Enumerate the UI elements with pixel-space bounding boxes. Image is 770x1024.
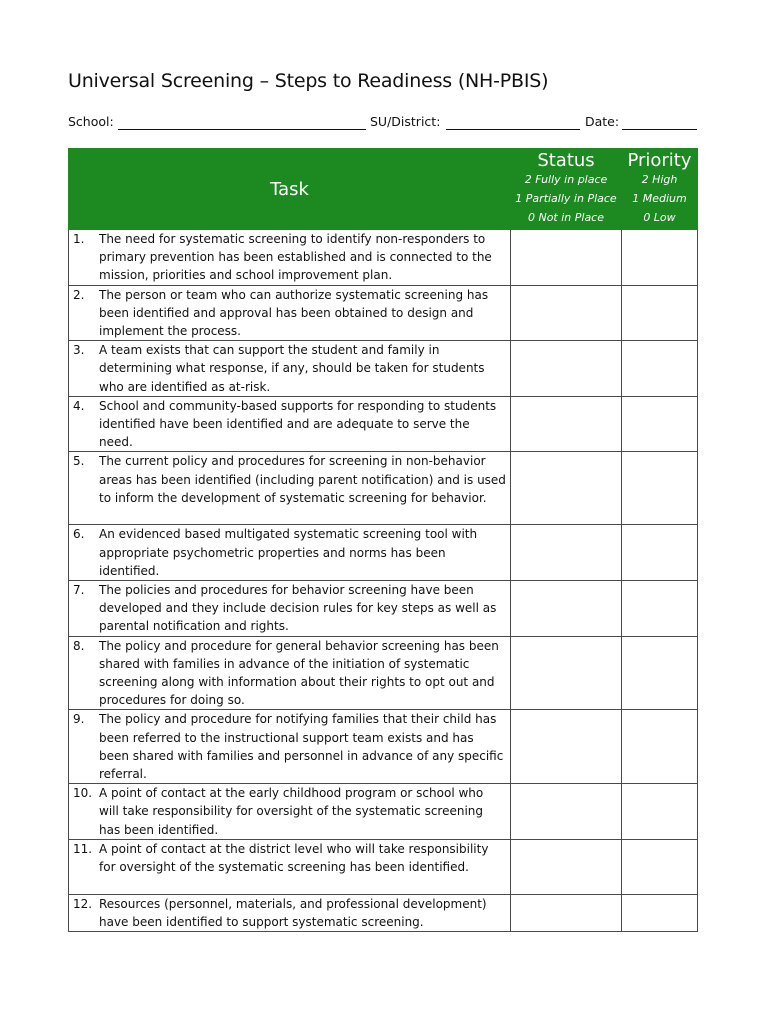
table-row xyxy=(69,230,698,286)
table-row xyxy=(69,636,698,710)
table-row xyxy=(69,894,698,931)
status-column-header xyxy=(511,149,622,230)
priority-cell[interactable] xyxy=(622,396,698,452)
priority-cell[interactable] xyxy=(622,341,698,397)
table-row xyxy=(69,525,698,581)
priority-scale-2: 2 High xyxy=(641,173,678,186)
status-cell[interactable] xyxy=(511,396,622,452)
task-text: The policy and procedure for general behavior screening has been shared with families in advance of the initiation of systematic screening along with information about their rights to opt out and procedures for doing so. xyxy=(99,638,499,708)
priority-cell[interactable] xyxy=(622,525,698,581)
priority-title: Priority xyxy=(627,150,692,171)
table-row xyxy=(69,341,698,397)
table-row xyxy=(69,710,698,784)
school-field[interactable] xyxy=(118,129,366,130)
status-cell[interactable] xyxy=(511,230,622,286)
priority-cell[interactable] xyxy=(622,784,698,840)
date-label: Date: xyxy=(585,114,620,129)
priority-cell[interactable] xyxy=(622,285,698,341)
task-text: A point of contact at the early childhood program or school who will take responsibility for oversight of the systematic screening has been identified. xyxy=(99,786,484,837)
task-cell xyxy=(69,894,511,931)
task-cell xyxy=(69,285,511,341)
table-row xyxy=(69,396,698,452)
priority-cell[interactable] xyxy=(622,581,698,637)
status-cell[interactable] xyxy=(511,894,622,931)
task-number: 5. xyxy=(73,454,85,469)
readiness-table xyxy=(68,148,698,932)
task-cell xyxy=(69,784,511,840)
school-label: School: xyxy=(68,114,114,129)
status-cell[interactable] xyxy=(511,784,622,840)
status-title: Status xyxy=(537,150,595,171)
task-cell xyxy=(69,396,511,452)
task-number: 3. xyxy=(73,343,85,358)
status-cell[interactable] xyxy=(511,285,622,341)
table-row xyxy=(69,285,698,341)
task-text: The policy and procedure for notifying families that their child has been referred to the instructional support team exists and has been shared with families and personnel in advance of any specific referral. xyxy=(99,712,504,782)
task-number: 6. xyxy=(73,527,85,542)
task-text: The person or team who can authorize systematic screening has been identified and approval has been obtained to design and implement the process. xyxy=(99,287,489,339)
status-cell[interactable] xyxy=(511,839,622,894)
task-number: 9. xyxy=(73,712,85,727)
task-text: Resources (personnel, materials, and professional development) have been identified to support systematic screening. xyxy=(99,896,487,930)
status-cell[interactable] xyxy=(511,525,622,581)
task-number: 2. xyxy=(73,287,85,302)
priority-cell[interactable] xyxy=(622,894,698,931)
task-cell xyxy=(69,452,511,525)
task-number: 1. xyxy=(73,232,85,246)
status-scale-1: 1 Partially in Place xyxy=(515,192,617,205)
task-number: 7. xyxy=(73,583,85,598)
page-title: Universal Screening – Steps to Readiness (NH-PBIS) xyxy=(68,70,549,92)
task-text: A point of contact at the district level who will take responsibility for oversight of the systematic screening has been identified. xyxy=(99,841,489,875)
task-cell xyxy=(69,230,511,286)
task-text: An evidenced based multigated systematic screening tool with appropriate psychometric properties and norms has been identified. xyxy=(99,527,478,578)
task-number: 10. xyxy=(73,786,93,801)
task-number: 12. xyxy=(73,896,93,911)
priority-scale-0: 0 Low xyxy=(643,211,676,224)
priority-cell[interactable] xyxy=(622,839,698,894)
status-scale-0: 0 Not in Place xyxy=(527,211,605,224)
task-text: The current policy and procedures for screening in non-behavior areas has been identified (including parent notification) and is used to inform the development of systematic screening for behavior. xyxy=(99,454,506,505)
task-text: The need for systematic screening to identify non-responders to primary prevention has been established and is connected to the mission, priorities and school improvement plan. xyxy=(99,232,492,283)
task-column-header: Task xyxy=(69,149,511,230)
task-text: A team exists that can support the student and family in determining what response, if any, should be taken for students who are identified as at-risk. xyxy=(99,343,485,394)
task-cell xyxy=(69,839,511,894)
priority-scale-1: 1 Medium xyxy=(632,192,687,205)
status-cell[interactable] xyxy=(511,636,622,710)
status-cell[interactable] xyxy=(511,341,622,397)
task-text: The policies and procedures for behavior screening have been developed and they include decision rules for key steps as well as parental notification and rights. xyxy=(99,583,497,634)
date-field[interactable] xyxy=(622,129,697,130)
district-label: SU/District: xyxy=(370,114,441,129)
table-row xyxy=(69,452,698,525)
task-cell xyxy=(69,581,511,637)
priority-cell[interactable] xyxy=(622,452,698,525)
status-cell[interactable] xyxy=(511,452,622,525)
status-cell[interactable] xyxy=(511,710,622,784)
priority-cell[interactable] xyxy=(622,710,698,784)
task-cell xyxy=(69,525,511,581)
priority-cell[interactable] xyxy=(622,636,698,710)
status-scale-2: 2 Fully in place xyxy=(524,173,608,186)
task-number: 8. xyxy=(73,638,85,653)
table-header-row xyxy=(69,149,698,230)
task-cell xyxy=(69,710,511,784)
table-row xyxy=(69,581,698,637)
task-number: 11. xyxy=(73,841,93,856)
priority-column-header xyxy=(622,149,698,230)
priority-cell[interactable] xyxy=(622,230,698,286)
task-text: School and community-based supports for responding to students identified have been identified and are adequate to serve the need. xyxy=(99,398,497,450)
header-fields xyxy=(68,114,697,132)
task-cell xyxy=(69,341,511,397)
task-cell xyxy=(69,636,511,710)
table-row xyxy=(69,839,698,894)
table-row xyxy=(69,784,698,840)
district-field[interactable] xyxy=(446,129,580,130)
task-number: 4. xyxy=(73,398,85,413)
status-cell[interactable] xyxy=(511,581,622,637)
